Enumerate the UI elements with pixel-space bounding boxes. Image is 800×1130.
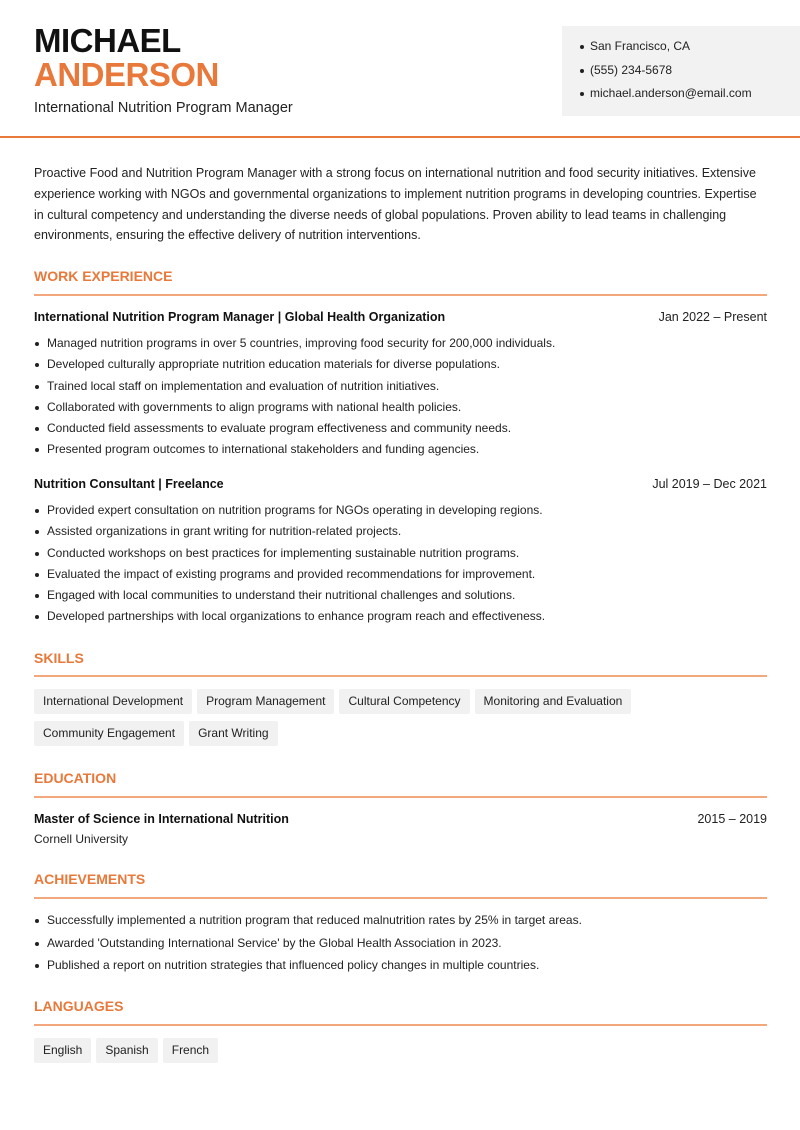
last-name: ANDERSON [34,56,219,93]
languages-tags [34,1038,769,1070]
list-item: Trained local staff on implementation and evaluation of nutrition initiatives. [34,377,769,398]
job-dates: Jan 2022 – Present [658,310,767,324]
job-heading: Nutrition Consultant | Freelance [34,477,224,491]
first-name: MICHAEL [34,22,181,59]
skill-tag: Monitoring and Evaluation [475,689,632,714]
section-divider [34,294,767,296]
language-tag: Spanish [96,1038,157,1063]
list-item: Conducted field assessments to evaluate program effectiveness and community needs. [34,419,769,440]
achievements-heading: ACHIEVEMENTS [34,871,146,887]
work-experience-heading: WORK EXPERIENCE [34,268,173,284]
contact-email[interactable]: michael.anderson@email.com [580,83,800,107]
achievement-bullets [34,911,769,979]
summary-paragraph: Proactive Food and Nutrition Program Manager with a strong focus on international nutrition and food security initiatives. Extensive experience working with NGOs and governmental organizations to implement nutrition programs in developing countries. Expertise in cultural competency and understanding the diverse needs of global populations. Proven ability to lead teams in challenging environments, ensuring the effective delivery of nutrition interventions. [34,166,757,243]
list-item: Provided expert consultation on nutrition programs for NGOs operating in developing regions. [34,501,769,522]
contact-phone: (555) 234-5678 [580,60,800,84]
education-heading: EDUCATION [34,770,117,786]
contact-location: San Francisco, CA [580,36,800,60]
job-heading: International Nutrition Program Manager | Global Health Organization [34,310,446,324]
list-item: Managed nutrition programs in over 5 countries, improving food security for 200,000 individuals. [34,334,769,355]
list-item: Presented program outcomes to international stakeholders and funding agencies. [34,440,769,461]
language-tag: French [163,1038,218,1063]
languages-heading: LANGUAGES [34,998,124,1014]
list-item: Published a report on nutrition strategies that influenced policy changes in multiple countries. [34,956,769,979]
education-dates: 2015 – 2019 [697,812,767,826]
list-item: Awarded 'Outstanding International Service' by the Global Health Association in 2023. [34,934,769,957]
section-divider [34,897,767,899]
resume-header [0,0,800,138]
degree-title: Master of Science in International Nutrition [34,812,289,826]
list-item: Developed partnerships with local organizations to enhance program reach and effectiveness. [34,607,769,628]
list-item: Evaluated the impact of existing programs and provided recommendations for improvement. [34,565,769,586]
list-item: Engaged with local communities to understand their nutritional challenges and solutions. [34,586,769,607]
list-item: Assisted organizations in grant writing for nutrition-related projects. [34,522,769,543]
job-title: International Nutrition Program Manager [34,100,293,116]
skill-tag: Cultural Competency [339,689,469,714]
list-item: Developed culturally appropriate nutrition education materials for diverse populations. [34,355,769,376]
section-divider [34,1024,767,1026]
skills-heading: SKILLS [34,650,84,666]
section-divider [34,675,767,677]
language-tag: English [34,1038,91,1063]
job-dates: Jul 2019 – Dec 2021 [652,477,767,491]
skills-tags [34,689,769,753]
section-divider [34,796,767,798]
job-bullets [34,334,769,462]
skill-tag: Community Engagement [34,721,184,746]
skill-tag: International Development [34,689,192,714]
list-item: Successfully implemented a nutrition program that reduced malnutrition rates by 25% in target areas. [34,911,769,934]
skill-tag: Grant Writing [189,721,277,746]
contact-box [562,26,800,116]
list-item: Conducted workshops on best practices for implementing sustainable nutrition programs. [34,544,769,565]
job-bullets [34,501,769,629]
school-name: Cornell University [34,832,129,846]
list-item: Collaborated with governments to align programs with national health policies. [34,398,769,419]
skill-tag: Program Management [197,689,334,714]
